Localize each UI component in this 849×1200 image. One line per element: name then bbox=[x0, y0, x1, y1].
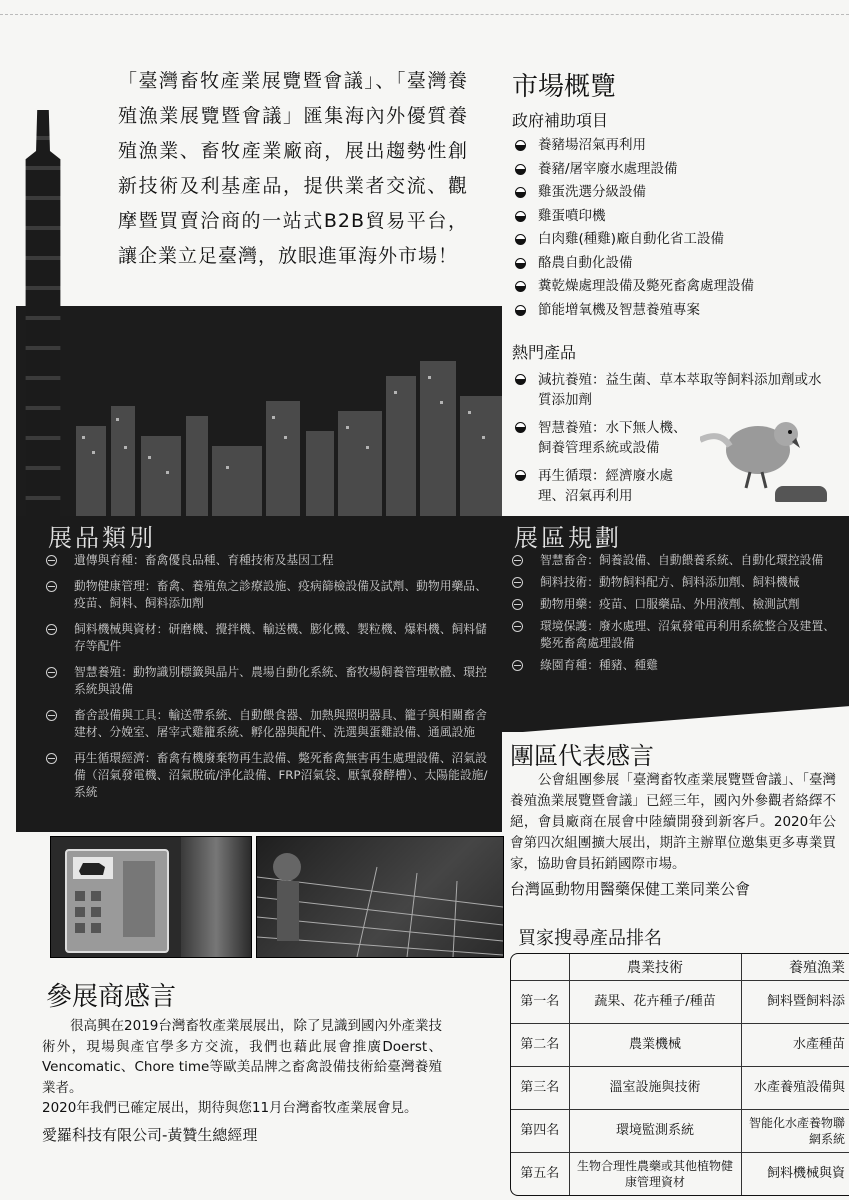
half-circle-bullet-icon bbox=[515, 234, 526, 245]
table-header: 農業技術 bbox=[570, 954, 742, 981]
table-cell: 第二名 bbox=[511, 1024, 570, 1067]
market-title: 市場概覽 bbox=[512, 72, 617, 102]
cage-rows-graphic bbox=[257, 837, 503, 957]
list-item: 飼料技術：動物飼料配方、飼料添加劑、飼料機械 bbox=[510, 574, 840, 591]
table-cell: 農業機械 bbox=[570, 1024, 742, 1067]
table-header: 養殖漁業 bbox=[742, 954, 849, 981]
city-night-photo bbox=[16, 306, 502, 516]
poultry-house-photo bbox=[256, 836, 504, 958]
table-row bbox=[511, 1067, 849, 1110]
table-cell: 第四名 bbox=[511, 1110, 570, 1153]
list-item: 雞蛋洗選分級設備 bbox=[512, 181, 842, 205]
hand-image bbox=[181, 837, 251, 957]
half-circle-bullet-icon bbox=[515, 422, 526, 433]
theta-bullet-icon bbox=[46, 555, 57, 566]
half-circle-bullet-icon bbox=[515, 374, 526, 385]
table-cell: 第一名 bbox=[511, 981, 570, 1024]
table-cell: 第三名 bbox=[511, 1067, 570, 1110]
list-item: 智慧養殖：動物識別標籤與晶片、農場自動化系統、畜牧場飼養管理軟體、環控系統與設備 bbox=[44, 664, 494, 698]
list-item: 酪農自動化設備 bbox=[512, 252, 842, 276]
group-remarks-body: 公會組團參展「臺灣畜牧產業展覽暨會議」、「臺灣養殖漁業展覽暨會議」已經三年，國內外參觀者絡繹不絕，會員廠商在展會中陸續開發到新客戶。2020年公會第四次組團擴大展出，期許主辦單位邀集更多專業買家，協助會員拓銷國際市場。 bbox=[510, 772, 836, 872]
ranking-title: 買家搜尋產品排名 bbox=[518, 928, 662, 949]
list-item: 智慧畜舍：飼養設備、自動餵養系統、自動化環控設備 bbox=[510, 552, 840, 569]
list-item: 糞乾燥處理設備及斃死畜禽處理設備 bbox=[512, 275, 842, 299]
table-cell: 蔬果、花卉種子/種苗 bbox=[570, 981, 742, 1024]
cow-icon bbox=[67, 851, 163, 947]
list-item: 雞蛋噴印機 bbox=[512, 205, 842, 229]
top-divider bbox=[0, 14, 849, 15]
chick-icon bbox=[700, 400, 800, 490]
hot-products-title: 熱門產品 bbox=[512, 343, 577, 362]
table-cell: 第五名 bbox=[511, 1153, 570, 1195]
exhibitor-remarks-followup: 2020年我們已確定展出，期待與您11月台灣畜牧產業展會見。 bbox=[42, 1100, 418, 1116]
list-item: 再生循環經濟：畜禽有機廢棄物再生設備、斃死畜禽無害再生處理設備、沼氣設備（沼氣發電機、沼氣脫硫/淨化設備、FRP沼氣袋、厭氧發酵槽）、太陽能設施/系統 bbox=[44, 750, 494, 801]
group-remarks-title: 團區代表感言 bbox=[510, 742, 654, 770]
list-item: 飼料機械與資材：研磨機、攪拌機、輸送機、膨化機、製粒機、爆料機、飼料儲存等配件 bbox=[44, 621, 494, 655]
list-item: 減抗養殖：益生菌、草本萃取等飼料添加劑或水質添加劑 bbox=[512, 370, 828, 410]
half-circle-bullet-icon bbox=[515, 470, 526, 481]
intro-paragraph: 「臺灣畜牧產業展覽暨會議」、「臺灣養殖漁業展覽暨會議」匯集海內外優質養殖漁業、畜牧產業廠商，展出趨勢性創新技術及利基產品，提供業者交流、觀摩暨買賣洽商的一站式B2B貿易平台，讓企業立足臺灣，放眼進軍海外市場！ bbox=[118, 70, 468, 267]
half-circle-bullet-icon bbox=[515, 187, 526, 198]
theta-bullet-icon bbox=[512, 660, 523, 671]
half-circle-bullet-icon bbox=[515, 164, 526, 175]
list-item: 養豬/屠宰廢水處理設備 bbox=[512, 158, 842, 182]
theta-bullet-icon bbox=[512, 577, 523, 588]
table-cell: 智能化水產養物聯網系統 bbox=[742, 1110, 849, 1153]
table-cell: 溫室設施與技術 bbox=[570, 1067, 742, 1110]
table-row bbox=[511, 1024, 849, 1067]
city-skyline-graphic bbox=[16, 306, 502, 516]
table-cell: 水產種苗 bbox=[742, 1024, 849, 1067]
theta-bullet-icon bbox=[46, 753, 57, 764]
theta-bullet-icon bbox=[512, 599, 523, 610]
zone-planning-title: 展區規劃 bbox=[514, 524, 622, 552]
list-item: 環境保護：廢水處理、沼氣發電再利用系統整合及建置、斃死畜禽處理設備 bbox=[510, 618, 840, 652]
ranking-table bbox=[510, 953, 849, 1196]
zone-planning-list bbox=[510, 552, 840, 679]
half-circle-bullet-icon bbox=[515, 211, 526, 222]
table-header-row bbox=[511, 954, 849, 981]
theta-bullet-icon bbox=[46, 667, 57, 678]
half-circle-bullet-icon bbox=[515, 258, 526, 269]
exhibit-categories-title: 展品類別 bbox=[48, 524, 156, 552]
table-row bbox=[511, 1110, 849, 1153]
list-item: 動物用藥：疫苗、口服藥品、外用液劑、檢測試劑 bbox=[510, 596, 840, 613]
exhibitor-remarks-body: 很高興在2019台灣畜牧產業展展出，除了見識到國內外產業技術外，現場與產官學多方交流，我們也藉此展會推廣Doerst、Vencomatic、Chore time等歐美品牌之畜禽設備技術給臺灣養殖業者。 bbox=[42, 1018, 442, 1096]
list-item: 綠園育種：種豬、種雞 bbox=[510, 657, 840, 674]
exhibit-categories-list bbox=[44, 552, 494, 810]
list-item: 白肉雞(種雞)廠自動化省工設備 bbox=[512, 228, 842, 252]
list-item: 智慧養殖：水下無人機、飼養管理系統或設備 bbox=[512, 418, 688, 458]
chick-image bbox=[700, 400, 800, 490]
list-item: 動物健康管理：畜禽、養殖魚之診療設施、疫病篩檢設備及試劑、動物用藥品、疫苗、飼料、飼料添加劑 bbox=[44, 578, 494, 612]
half-circle-bullet-icon bbox=[515, 305, 526, 316]
half-circle-bullet-icon bbox=[515, 281, 526, 292]
table-row bbox=[511, 981, 849, 1024]
exhibitor-signature: 愛羅科技有限公司-黃贊生總經理 bbox=[42, 1126, 258, 1144]
theta-bullet-icon bbox=[512, 621, 523, 632]
list-item: 節能增氧機及智慧養殖專案 bbox=[512, 299, 842, 323]
list-item: 遺傳與育種：畜禽優良品種、育種技術及基因工程 bbox=[44, 552, 494, 569]
list-item: 畜舍設備與工具：輸送帶系統、自動餵食器、加熱與照明器具、籠子與相關畜舍建材、分娩室、屠宰式雞籠系統、孵化器與配件、洗選與蛋雞設備、通風設施 bbox=[44, 707, 494, 741]
list-item: 再生循環：經濟廢水處理、沼氣再利用 bbox=[512, 466, 688, 506]
equipment-photo bbox=[50, 836, 252, 958]
list-item: 養豬場沼氣再利用 bbox=[512, 134, 842, 158]
theta-bullet-icon bbox=[512, 555, 523, 566]
theta-bullet-icon bbox=[46, 710, 57, 721]
table-cell: 水產養殖設備與 bbox=[742, 1067, 849, 1110]
subsidy-list bbox=[512, 134, 842, 322]
half-circle-bullet-icon bbox=[515, 140, 526, 151]
table-header bbox=[511, 954, 570, 981]
theta-bullet-icon bbox=[46, 624, 57, 635]
table-cell: 生物合理性農藥或其他植物健康管理資材 bbox=[570, 1153, 742, 1195]
exhibitor-remarks-title: 參展商感言 bbox=[46, 982, 177, 1012]
table-cell: 飼料機械與資 bbox=[742, 1153, 849, 1195]
table-row bbox=[511, 1153, 849, 1195]
subsidy-subtitle: 政府補助項目 bbox=[512, 111, 609, 130]
feed-pile-image bbox=[775, 486, 827, 502]
theta-bullet-icon bbox=[46, 581, 57, 592]
controller-device-image bbox=[65, 849, 169, 953]
table-cell: 飼料暨飼料添 bbox=[742, 981, 849, 1024]
table-cell: 環境監測系統 bbox=[570, 1110, 742, 1153]
group-signature: 台灣區動物用醫藥保健工業同業公會 bbox=[510, 880, 751, 898]
